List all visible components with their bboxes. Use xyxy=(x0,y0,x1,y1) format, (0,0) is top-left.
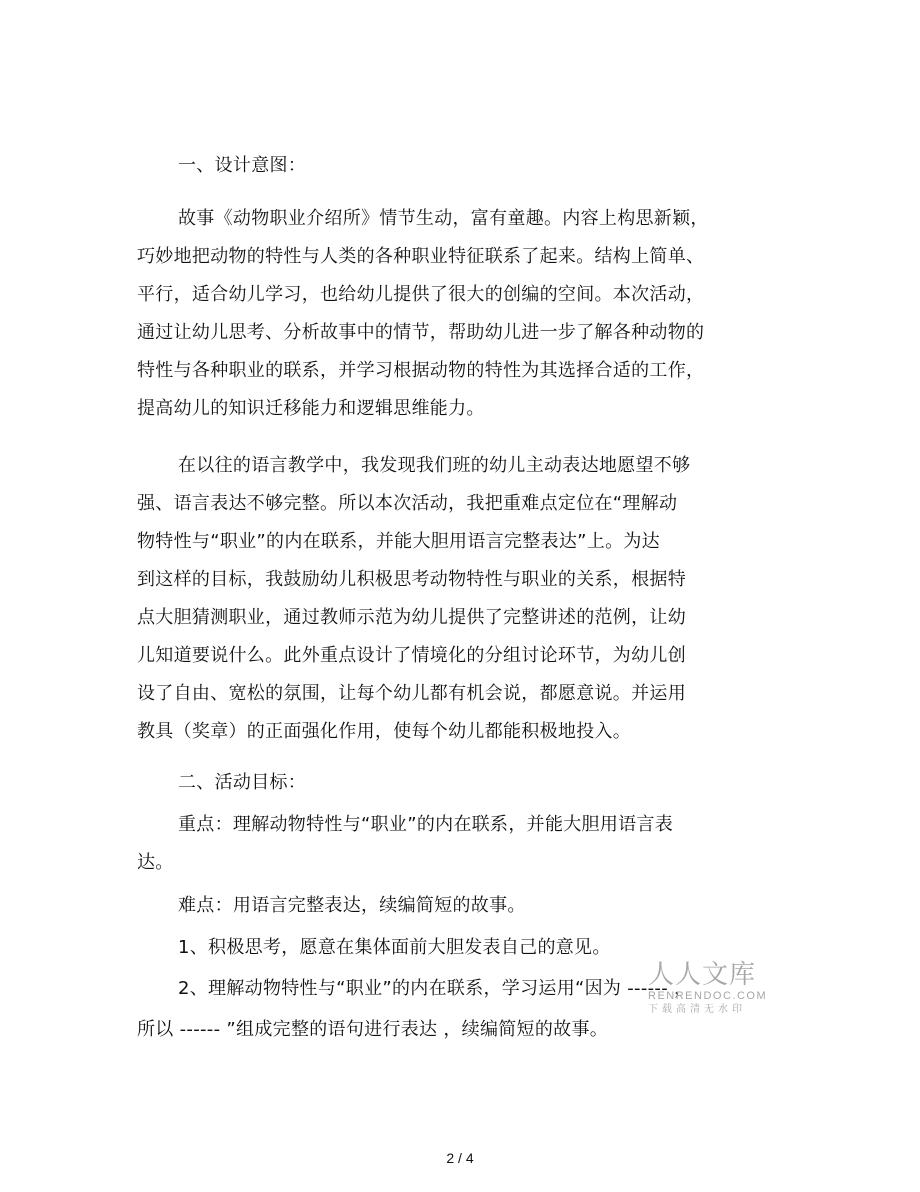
goal-2-line-2: 所以 ------ ”组成完整的语句进行表达 ，续编简短的故事。 xyxy=(137,1019,609,1040)
difficulty-line: 难点：用语言完整表达，续编简短的故事。 xyxy=(178,895,526,916)
key-point-line-2: 达。 xyxy=(137,852,174,873)
para2-line-3: 物特性与“职业”的内在联系，并能大胆用语言完整表达”上。为达 xyxy=(137,531,660,552)
key-point-line-1: 重点：理解动物特性与“职业”的内在联系，并能大胆用语言表 xyxy=(178,814,674,835)
watermark-subtitle: 下载高清无水印 xyxy=(648,1004,746,1015)
watermark-logo: 人人文库 xyxy=(648,960,757,990)
para2-line-8: 教具（奖章）的正面强化作用，使每个幼儿都能积极地投入。 xyxy=(137,721,632,742)
watermark xyxy=(648,960,788,1017)
para2-line-4: 到这样的目标，我鼓励幼儿积极思考动物特性与职业的关系，根据特 xyxy=(137,569,686,590)
section2-heading: 二、活动目标： xyxy=(178,772,307,793)
para2-line-2: 强、语言表达不够完整。所以本次活动，我把重难点定位在“理解动 xyxy=(137,493,678,514)
para1-line-2: 巧妙地把动物的特性与人类的各种职业特征联系了起来。结构上简单、 xyxy=(137,246,705,267)
goal-1: 1、积极思考，愿意在集体面前大胆发表自己的意见。 xyxy=(178,937,611,958)
para2-line-1: 在以往的语言教学中，我发现我们班的幼儿主动表达地愿望不够 xyxy=(178,455,691,476)
para1-line-5: 特性与各种职业的联系，并学习根据动物的特性为其选择合适的工作， xyxy=(137,360,705,381)
page-number: 2 / 4 xyxy=(446,1150,474,1166)
section1-heading: 一、设计意图： xyxy=(178,155,307,176)
watermark-url: RENRENDOC.COM xyxy=(648,990,768,1002)
para2-line-7: 设了自由、宽松的氛围，让每个幼儿都有机会说，都愿意说。并运用 xyxy=(137,683,686,704)
para1-line-3: 平行，适合幼儿学习，也给幼儿提供了很大的创编的空间。本次活动， xyxy=(137,284,705,305)
para1-line-4: 通过让幼儿思考、分析故事中的情节，帮助幼儿进一步了解各种动物的 xyxy=(137,322,705,343)
goal-2-line-1: 2、理解动物特性与“职业”的内在联系，学习运用“因为 ------ ， xyxy=(178,978,693,999)
para2-line-6: 儿知道要说什么。此外重点设计了情境化的分组讨论环节，为幼儿创 xyxy=(137,645,686,666)
para1-line-6: 提高幼儿的知识迁移能力和逻辑思维能力。 xyxy=(137,398,485,419)
para2-line-5: 点大胆猜测职业，通过教师示范为幼儿提供了完整讲述的范例，让幼 xyxy=(137,607,686,628)
para1-line-1: 故事《动物职业介绍所》情节生动，富有童趣。内容上构思新颖， xyxy=(178,208,709,229)
